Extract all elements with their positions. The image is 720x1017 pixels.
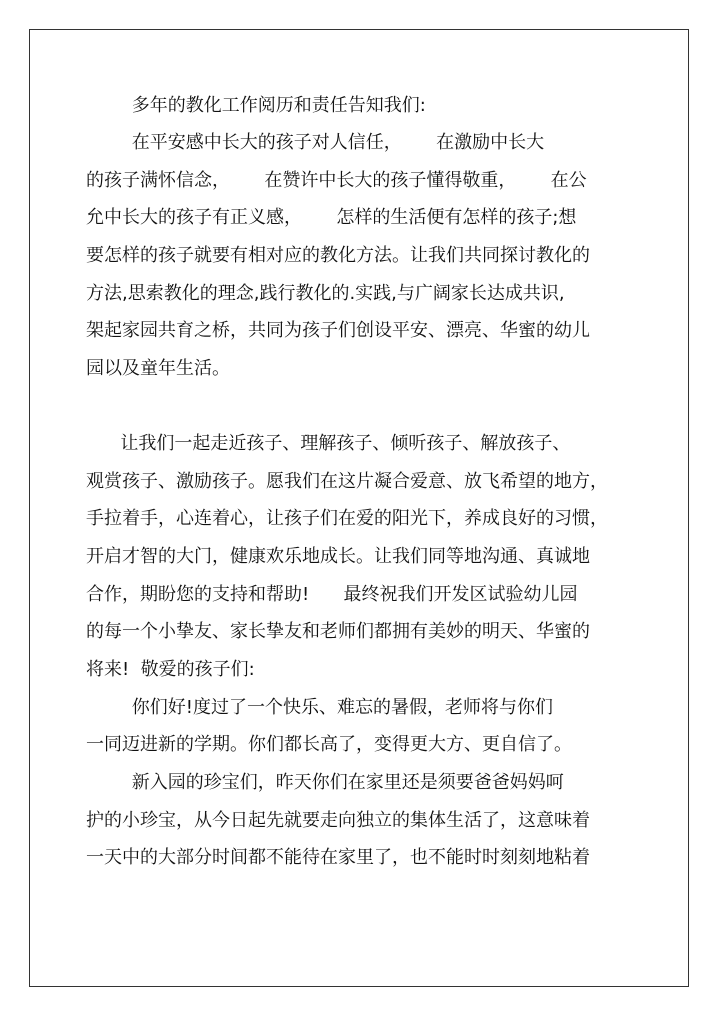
text-line: 手拉着手，心连着心，让孩子们在爱的阳光下，养成良好的习惯，	[86, 508, 608, 529]
text-line: 一同迈进新的学期。你们都长高了，变得更大方、更自信了。	[86, 734, 572, 755]
text-line: 合作，期盼您的支持和帮助! 最终祝我们开发区试验幼儿园	[86, 584, 578, 605]
text-line: 架起家园共育之桥，共同为孩子们创设平安、漂亮、华蜜的幼儿	[86, 320, 590, 341]
text-line: 要怎样的孩子就要有相对应的教化方法。让我们共同探讨教化的	[86, 245, 590, 266]
text-line: 新入园的珍宝们，昨天你们在家里还是须要爸爸妈妈呵	[86, 772, 564, 793]
text-line: 一天中的大部分时间都不能待在家里了，也不能时时刻刻地粘着	[86, 847, 590, 868]
text-line: 的孩子满怀信念， 在赞许中长大的孩子懂得敬重， 在公	[86, 170, 587, 191]
text-line: 在平安感中长大的孩子对人信任， 在激励中长大	[86, 132, 545, 153]
text-line: 园以及童年生活。	[86, 358, 230, 379]
text-line: 护的小珍宝，从今日起先就要走向独立的集体生活了，这意味着	[86, 810, 590, 831]
text-line: 允中长大的孩子有正义感， 怎样的生活便有怎样的孩子;想	[86, 207, 577, 228]
text-line: 观赏孩子、激励孩子。愿我们在这片凝合爱意、放飞希望的地方，	[86, 471, 608, 492]
text-line: 的每一个小挚友、家长挚友和老师们都拥有美妙的明天、华蜜的	[86, 621, 590, 642]
text-line: 让我们一起走近孩子、理解孩子、倾听孩子、解放孩子、	[86, 433, 571, 454]
text-line: 你们好!度过了一个快乐、难忘的暑假，老师将与你们	[86, 697, 553, 718]
text-line: 方法,思索教化的理念,践行教化的.实践,与广阔家长达成共识,	[86, 283, 565, 304]
text-line: 多年的教化工作阅历和责任告知我们:	[86, 95, 426, 116]
text-line: 将来! 敬爱的孩子们:	[86, 659, 255, 680]
text-line: 开启才智的大门，健康欢乐地成长。让我们同等地沟通、真诚地	[86, 546, 590, 567]
